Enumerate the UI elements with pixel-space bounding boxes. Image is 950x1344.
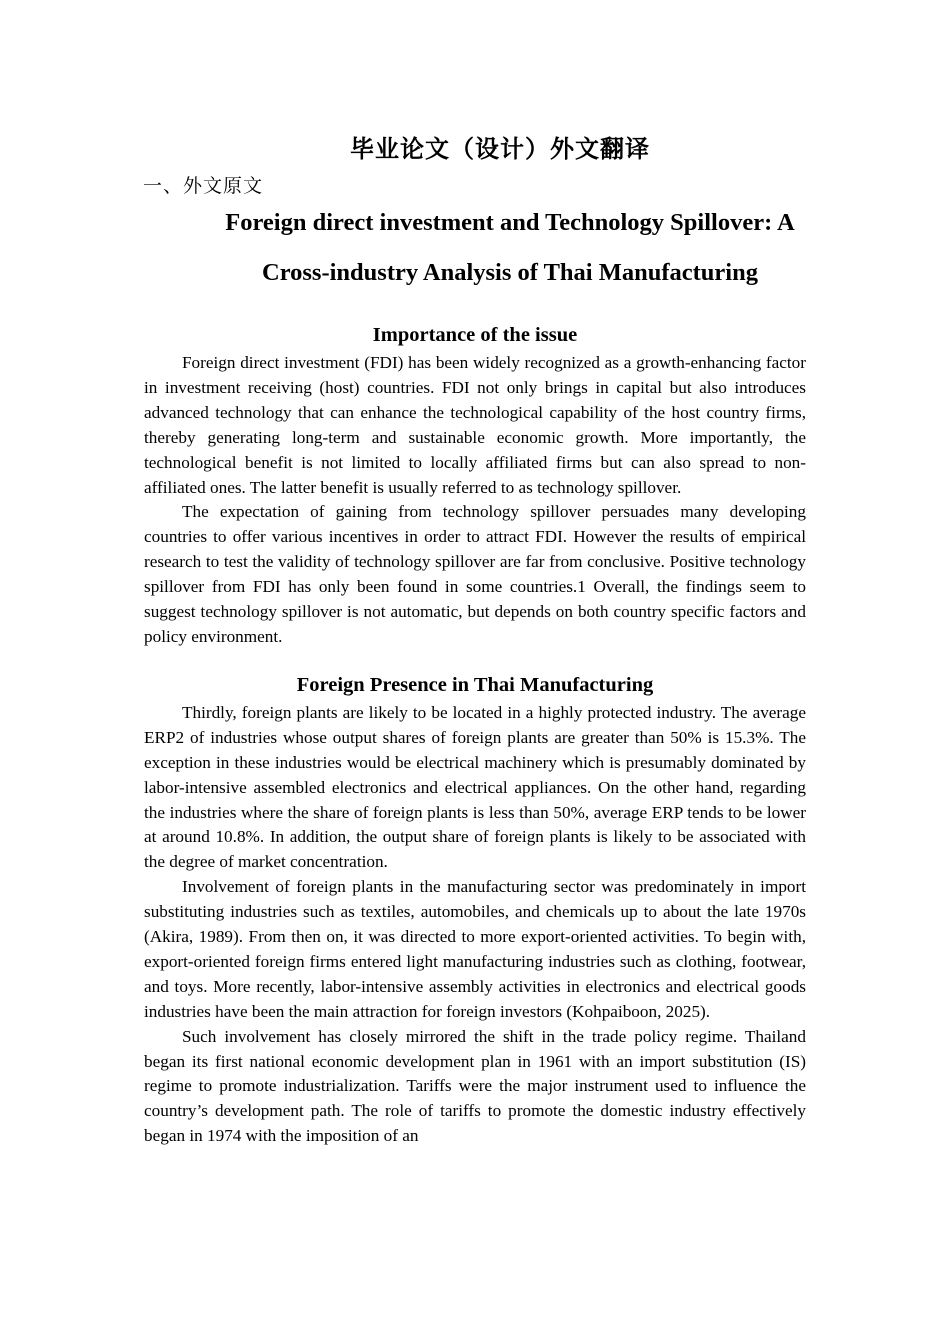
paragraph: Such involvement has closely mirrored the shift in the trade policy regime. Thailand began its first national economic development plan in 1961 with an import substitution (IS) regime to promote industrialization. Tariffs were the major instrument used to influence the country’s development path. The role of tariffs to promote the domestic industry effectively began in 1974 with the imposition of an <box>144 1026 806 1146</box>
document-heading: 毕业论文（设计）外文翻译 <box>350 134 650 163</box>
section-label: 一、外文原文 <box>143 175 264 197</box>
section-heading-foreign-presence: Foreign Presence in Thai Manufacturing <box>296 673 654 696</box>
paragraph: Involvement of foreign plants in the manufacturing sector was predominately in import substituting industries such as textiles, automobiles, and chemicals up to about the late 1970s (Akira, 1989). From then on, it was directed to more export-oriented activities. To begin with, export-oriented foreign firms entered light manufacturing industries such as clothing, footwear, and toys. More recently, labor-intensive assembly activities in electronics and electrical goods industries have been the main attraction for foreign investors (Kohpaiboon, 2025). <box>144 877 806 1021</box>
paragraph: Foreign direct investment (FDI) has been widely recognized as a growth-enhancing factor in investment receiving (host) countries. FDI not only brings in capital but also introduces advanced technology that can enhance the technological capability of the host country firms, thereby generating long-term and sustainable economic growth. More importantly, the technological benefit is not limited to locally affiliated firms but can also spread to non-affiliated ones. The latter benefit is usually referred to as technology spillover. <box>144 353 806 497</box>
paragraph: Thirdly, foreign plants are likely to be located in a highly protected industry. The average ERP2 of industries whose output shares of foreign plants are greater than 50% is 15.3%. The exception in these industries would be electrical machinery which is presumably dominated by labor-intensive assembled electronics and electrical appliances. On the other hand, regarding the industries where the share of foreign plants is less than 50%, average ERP tends to be lower at around 10.8%. In addition, the output share of foreign plants is likely to be associated with the degree of market concentration. <box>144 702 806 872</box>
paragraph: The expectation of gaining from technology spillover persuades many developing countries to offer various incentives in order to attract FDI. However the results of empirical research to test the validity of technology spillover are far from conclusive. Positive technology spillover from FDI has only been found in some countries.1 Overall, the findings seem to suggest technology spillover is not automatic, but depends on both country specific factors and policy environment. <box>144 502 806 646</box>
document-body <box>144 319 806 1149</box>
section-heading-importance: Importance of the issue <box>372 324 578 346</box>
paper-title: Foreign direct investment and Technology Spillover: A Cross-industry Analysis of Thai Manufacturing <box>225 209 795 286</box>
